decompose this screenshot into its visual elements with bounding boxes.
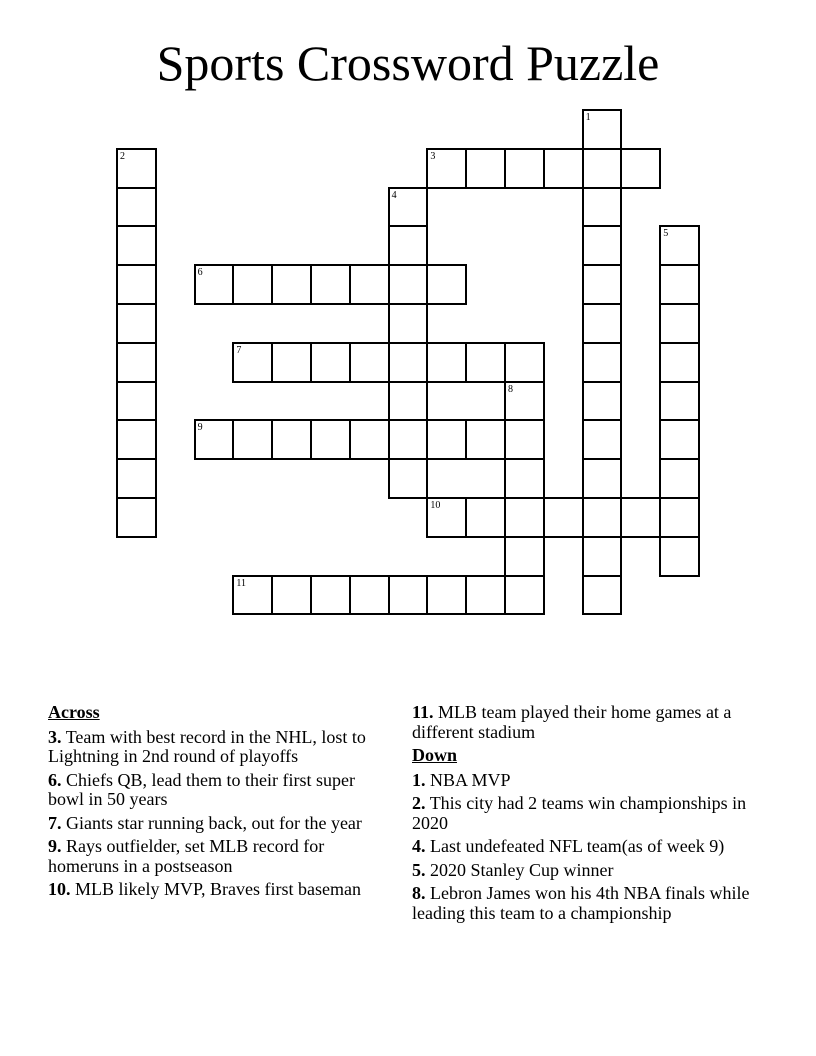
- grid-cell[interactable]: [116, 303, 157, 344]
- clue-text: MLB team played their home games at a different stadium: [412, 702, 732, 742]
- clue-number: 7.: [48, 812, 62, 833]
- clue-text: Chiefs QB, lead them to their first super bowl in 50 years: [48, 769, 355, 809]
- grid-cell[interactable]: [426, 497, 467, 538]
- clue-text: NBA MVP: [430, 769, 511, 790]
- clue-number: 10.: [48, 879, 71, 899]
- grid-cell[interactable]: [504, 497, 545, 538]
- clues-column-right: [412, 703, 762, 927]
- grid-cell[interactable]: [659, 225, 700, 266]
- clue-number: 4.: [412, 836, 426, 856]
- clue-number-label: 3: [430, 150, 436, 162]
- grid-cell[interactable]: [582, 264, 623, 305]
- page-title: Sports Crossword Puzzle: [156, 35, 660, 91]
- grid-cell[interactable]: [232, 419, 273, 460]
- grid-cell[interactable]: [659, 536, 700, 577]
- clue-number: 9.: [48, 836, 62, 856]
- grid-cell[interactable]: [465, 419, 506, 460]
- grid-cell[interactable]: [116, 458, 157, 499]
- grid-cell[interactable]: [582, 381, 623, 422]
- grid-cell[interactable]: [116, 148, 157, 189]
- grid-cell[interactable]: [504, 575, 545, 616]
- clue-text: Last undefeated NFL team(as of week 9): [430, 836, 725, 856]
- grid-cell[interactable]: [116, 419, 157, 460]
- grid-cell[interactable]: [659, 303, 700, 344]
- grid-cell[interactable]: [426, 148, 467, 189]
- grid-cell[interactable]: [465, 575, 506, 616]
- grid-cell[interactable]: [465, 497, 506, 538]
- grid-cell[interactable]: [271, 575, 312, 616]
- grid-cell[interactable]: [504, 419, 545, 460]
- grid-cell[interactable]: [349, 342, 390, 383]
- grid-cell[interactable]: [388, 342, 429, 383]
- grid-cell[interactable]: [310, 342, 351, 383]
- grid-cell[interactable]: [465, 148, 506, 189]
- grid-cell[interactable]: [582, 187, 623, 228]
- clue-down-1: [412, 771, 762, 791]
- grid-cell[interactable]: [310, 419, 351, 460]
- clue-number: 8.: [412, 883, 426, 903]
- grid-cell[interactable]: [349, 419, 390, 460]
- grid-cell[interactable]: [582, 109, 623, 150]
- across-heading: Across: [48, 702, 100, 722]
- clue-across-9: [48, 837, 393, 876]
- clue-number-label: 5: [663, 228, 669, 240]
- clue-down-5: [412, 861, 762, 881]
- grid-cell[interactable]: [426, 419, 467, 460]
- grid-cell[interactable]: [504, 381, 545, 422]
- grid-cell[interactable]: [582, 148, 623, 189]
- grid-cell[interactable]: [543, 497, 584, 538]
- grid-cell[interactable]: [659, 497, 700, 538]
- clue-across-11: [412, 703, 762, 742]
- grid-cell[interactable]: [232, 342, 273, 383]
- clue-number: 5.: [412, 859, 426, 880]
- grid-cell[interactable]: [426, 342, 467, 383]
- grid-cell[interactable]: [271, 419, 312, 460]
- clue-text: Rays outfielder, set MLB record for homeruns in a postseason: [48, 836, 325, 876]
- clue-text: Team with best record in the NHL, lost to Lightning in 2nd round of playoffs: [48, 726, 366, 766]
- grid-cell[interactable]: [349, 575, 390, 616]
- grid-cell[interactable]: [388, 264, 429, 305]
- grid-cell[interactable]: [504, 148, 545, 189]
- grid-cell[interactable]: [194, 419, 235, 460]
- grid-cell[interactable]: [582, 497, 623, 538]
- grid-cell[interactable]: [116, 187, 157, 228]
- clue-across-3: [48, 728, 393, 767]
- clue-text: 2020 Stanley Cup winner: [430, 859, 614, 880]
- grid-cell[interactable]: [116, 342, 157, 383]
- clue-number: 11.: [412, 702, 434, 722]
- grid-cell[interactable]: [504, 458, 545, 499]
- grid-cell[interactable]: [271, 342, 312, 383]
- clue-across-7: [48, 814, 393, 834]
- grid-cell[interactable]: [659, 264, 700, 305]
- clue-number-label: 6: [197, 267, 203, 279]
- grid-cell[interactable]: [582, 225, 623, 266]
- grid-cell[interactable]: [388, 225, 429, 266]
- grid-cell[interactable]: [504, 536, 545, 577]
- grid-cell[interactable]: [310, 575, 351, 616]
- clue-number-label: 10: [430, 500, 441, 511]
- down-heading: Down: [412, 745, 458, 765]
- clue-number-label: 11: [236, 577, 247, 589]
- clues-column-left: [48, 703, 393, 904]
- grid-cell[interactable]: [582, 575, 623, 616]
- grid-cell[interactable]: [388, 419, 429, 460]
- clue-number: 1.: [412, 769, 426, 790]
- grid-cell[interactable]: [620, 148, 661, 189]
- grid-cell[interactable]: [232, 264, 273, 305]
- clue-across-10: [48, 880, 393, 900]
- clue-number: 6.: [48, 769, 62, 790]
- grid-cell[interactable]: [388, 187, 429, 228]
- grid-cell[interactable]: [271, 264, 312, 305]
- clue-number-label: 2: [120, 150, 125, 162]
- grid-cell[interactable]: [426, 264, 467, 305]
- grid-cell[interactable]: [426, 575, 467, 616]
- grid-cell[interactable]: [582, 303, 623, 344]
- clue-text: This city had 2 teams win championships in 2020: [412, 793, 747, 833]
- grid-cell[interactable]: [116, 497, 157, 538]
- grid-cell[interactable]: [582, 419, 623, 460]
- grid-cell[interactable]: [194, 264, 235, 305]
- clue-down-8: [412, 884, 762, 923]
- grid-cell[interactable]: [349, 264, 390, 305]
- clue-number-label: 9: [197, 422, 203, 434]
- grid-cell[interactable]: [116, 264, 157, 305]
- clue-text: MLB likely MVP, Braves first baseman: [75, 879, 361, 899]
- clue-number-label: 8: [508, 383, 513, 395]
- grid-cell[interactable]: [388, 575, 429, 616]
- grid-cell[interactable]: [582, 458, 623, 499]
- grid-cell[interactable]: [659, 419, 700, 460]
- clue-number: 3.: [48, 726, 62, 747]
- grid-cell[interactable]: [543, 148, 584, 189]
- grid-cell[interactable]: [620, 497, 661, 538]
- grid-cell[interactable]: [388, 303, 429, 344]
- grid-cell[interactable]: [465, 342, 506, 383]
- grid-cell[interactable]: [504, 342, 545, 383]
- grid-cell[interactable]: [659, 342, 700, 383]
- grid-cell[interactable]: [388, 458, 429, 499]
- grid-cell[interactable]: [310, 264, 351, 305]
- grid-cell[interactable]: [116, 381, 157, 422]
- grid-cell[interactable]: [659, 381, 700, 422]
- clue-across-6: [48, 771, 393, 810]
- clue-number-label: 1: [585, 112, 591, 123]
- grid-cell[interactable]: [116, 225, 157, 266]
- grid-cell[interactable]: [388, 381, 429, 422]
- clue-text: Lebron James won his 4th NBA finals while leading this team to a championship: [412, 883, 750, 923]
- clue-down-2: [412, 794, 762, 833]
- clue-number-label: 4: [391, 189, 397, 201]
- clue-text: Giants star running back, out for the year: [66, 812, 362, 833]
- grid-cell[interactable]: [582, 536, 623, 577]
- clue-number-label: 7: [236, 344, 242, 356]
- grid-cell[interactable]: [232, 575, 273, 616]
- grid-cell[interactable]: [582, 342, 623, 383]
- clue-down-4: [412, 837, 762, 857]
- grid-cell[interactable]: [659, 458, 700, 499]
- clue-number: 2.: [412, 793, 426, 813]
